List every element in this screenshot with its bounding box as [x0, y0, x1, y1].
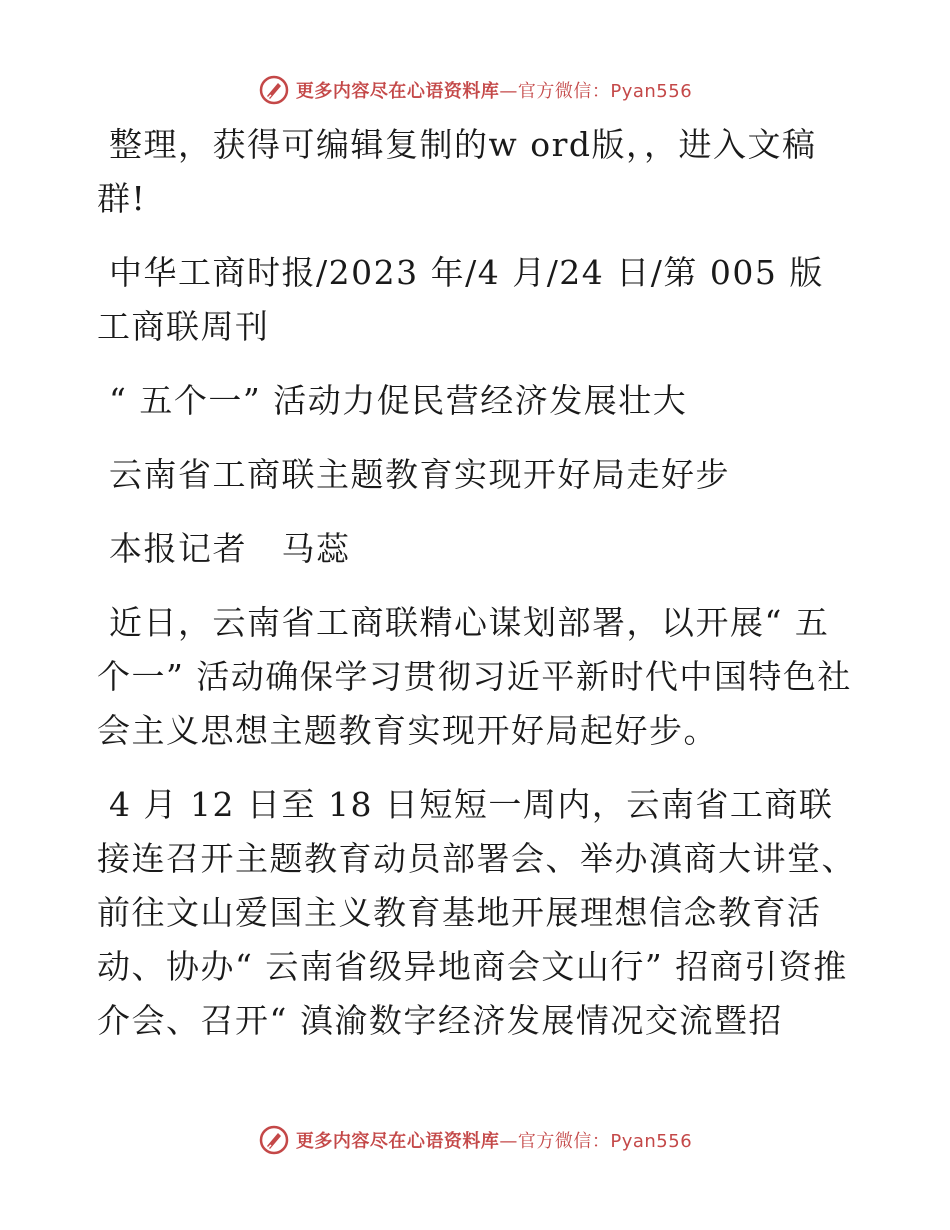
- watermark-official-label: 官方微信：: [517, 1131, 611, 1152]
- paragraph-body: 4 月 12 日至 18 日短短一周内，云南省工商联接连召开主题教育动员部署会、举办滇商大讲堂、前往文山爱国主义教育基地开展理想信念教育活动、协办“ 云南省级异地商会文山行” 招商引资推介会、召开“ 滇渝数字经济发展情况交流暨招: [97, 785, 856, 1040]
- paragraph-source: 中华工商时报/2023 年/4 月/24 日/第 005 版工商联周刊: [97, 253, 824, 346]
- watermark-brand: 更多内容尽在心语资料库: [295, 1131, 500, 1152]
- watermark-group: [258, 1124, 692, 1156]
- watermark-wechat-id: Pyan556: [610, 81, 693, 102]
- quill-logo-icon: [258, 1124, 290, 1156]
- article-subtitle: 云南省工商联主题教育实现开好局走好步: [109, 455, 730, 494]
- watermark-text: [296, 77, 692, 103]
- paragraph-intro: 整理，获得可编辑复制的w ord版，，进入文稿群!: [97, 125, 817, 218]
- watermark-group: [258, 74, 692, 106]
- watermark-wechat-id: Pyan556: [610, 1131, 693, 1152]
- watermark-dash: —: [499, 1131, 518, 1152]
- watermark-official-label: 官方微信：: [517, 81, 611, 102]
- watermark-brand: 更多内容尽在心语资料库: [295, 81, 500, 102]
- document-body: [97, 118, 857, 1068]
- paragraph-lead: 近日，云南省工商联精心谋划部署，以开展“ 五个一” 活动确保学习贯彻习近平新时代中国特色社会主义思想主题教育实现开好局起好步。: [97, 603, 852, 750]
- watermark-text: [296, 1127, 692, 1153]
- article-title: “ 五个一” 活动力促民营经济发展壮大: [109, 381, 688, 420]
- header-watermark: [0, 70, 950, 110]
- quill-logo-icon: [258, 74, 290, 106]
- watermark-dash: —: [499, 81, 518, 102]
- article-byline: 本报记者 马蕊: [109, 529, 351, 568]
- footer-watermark: [0, 1120, 950, 1160]
